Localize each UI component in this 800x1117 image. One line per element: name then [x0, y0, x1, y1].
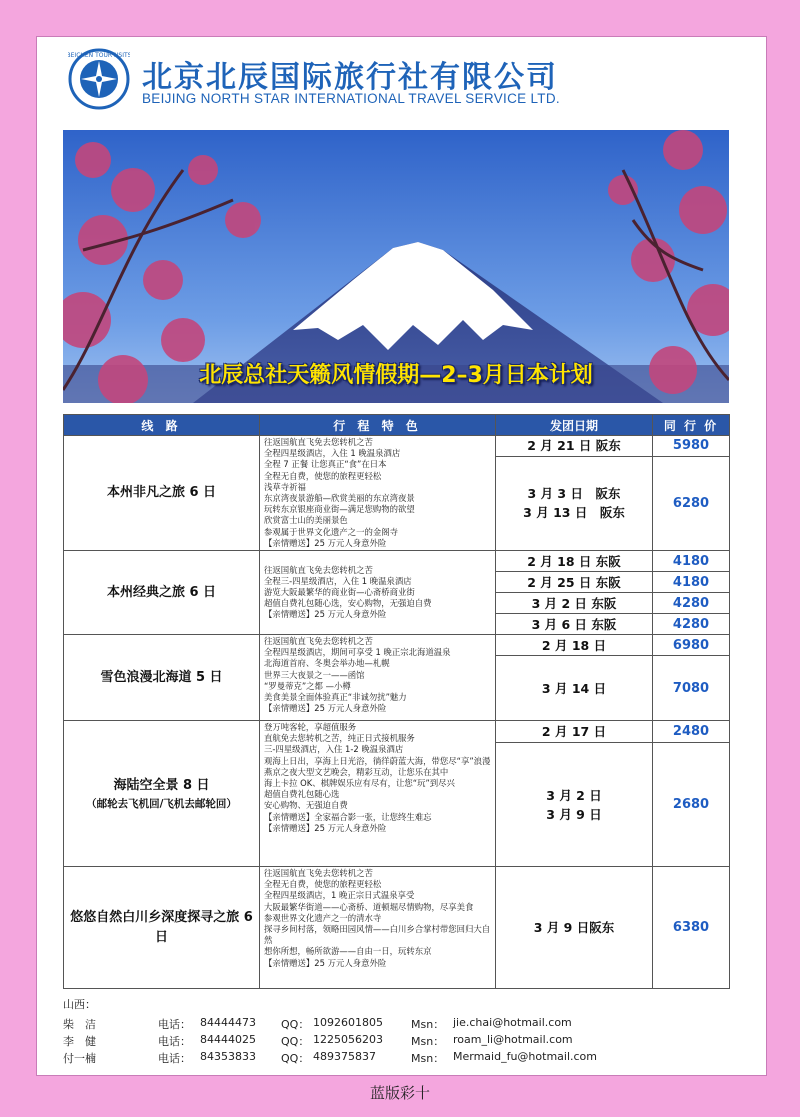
price: 6980 [653, 635, 730, 656]
company-logo [68, 48, 130, 110]
promo-banner: 北辰总社天籁风情假期—2–3月日本计划 [199, 363, 593, 388]
route-name: 悠悠自然白川乡深度探寻之旅 6 日 [70, 909, 253, 945]
feature-line: 往返国航直飞免去您转机之苦 [264, 437, 373, 447]
route-cell [64, 635, 260, 721]
feature-line: 探寻乡间村落，领略田园风情——白川乡合掌村带您回归大自然 [264, 924, 491, 946]
feature-line: 全程四星级酒店，期间可享受 1 晚正宗北海道温泉 [264, 647, 451, 658]
table-row [64, 635, 730, 656]
feature-line: 【亲情赠送】25 万元人身意外险 [264, 703, 387, 714]
table-row [64, 436, 730, 457]
price: 6280 [653, 456, 730, 551]
feature-line: 【亲情赠送】25 万元人身意外险 [264, 822, 387, 833]
features-cell [260, 635, 496, 721]
contact-name: 柴 洁 [63, 1018, 96, 1031]
feature-line: 玩转东京银座商业街—满足您购物的欲望 [264, 504, 415, 515]
departure-date: 2 月 21 日 阪东 [496, 436, 653, 457]
feature-line: 往返国航直飞免去您转机之苦 [264, 564, 373, 575]
price: 2680 [653, 743, 730, 867]
feature-line: 【亲情赠送】25 万元人身意外险 [264, 957, 387, 968]
contact-name: 付一楠 [63, 1052, 96, 1065]
contact-row [63, 1033, 729, 1049]
feature-line: 超值自费礼包随心选 [264, 789, 340, 800]
contact-phone: 84353833 [200, 1050, 256, 1063]
feature-line: 想你所想，畅所欲游——自由一日，玩转东京 [264, 946, 432, 957]
price: 4180 [653, 572, 730, 593]
contact-msn[interactable]: Mermaid_fu@hotmail.com [453, 1050, 597, 1063]
contact-phone: 84444473 [200, 1016, 256, 1029]
feature-line: 三-四星级酒店，入住 1-2 晚温泉酒店 [264, 744, 404, 755]
feature-line: 超值自费礼包随心选，安心购物，无强迫自费 [264, 598, 432, 609]
feature-line: 全程无自费，使您的旅程更轻松 [264, 879, 382, 890]
feature-line: 直航免去您转机之苦，纯正日式接机服务 [264, 733, 415, 744]
qq-label: QQ： [281, 1018, 310, 1031]
feature-line: 东京湾夜景游船—欣赏美丽的东京湾夜景 [264, 493, 415, 504]
features-cell [260, 721, 496, 867]
price: 2480 [653, 721, 730, 743]
route-cell [64, 867, 260, 989]
header-dates: 发团日期 [496, 415, 653, 436]
feature-line: 安心购物、无强迫自费 [264, 800, 348, 811]
features-cell [260, 436, 496, 551]
departure-date: 3 月 3 日 阪东 3 月 13 日 阪东 [496, 456, 653, 551]
contact-msn[interactable]: jie.chai@hotmail.com [453, 1016, 572, 1029]
route-name: 雪色浪漫北海道 5 日 [100, 669, 223, 685]
header-features: 行 程 特 色 [260, 415, 496, 436]
departure-date: 3 月 2 日 东阪 [496, 593, 653, 614]
page-footer: 蓝版彩十 [369, 1084, 430, 1102]
hero-image [63, 130, 729, 403]
departure-date: 2 月 18 日 [496, 635, 653, 656]
company-name-en: BEIJING NORTH STAR INTERNATIONAL TRAVEL SERVICE LTD. [142, 91, 560, 106]
contact-phone: 84444025 [200, 1033, 256, 1046]
feature-line: 往返国航直飞免去您转机之苦 [264, 868, 373, 879]
feature-line: 游览大阪最繁华的商业街—心斋桥商业街 [264, 586, 415, 597]
feature-line: 【亲情赠送】25 万元人身意外险 [264, 537, 387, 548]
feature-line: 燕京之夜大型文艺晚会，精彩互动，让您乐在其中 [264, 766, 449, 777]
price: 4180 [653, 551, 730, 572]
feature-line: “罗曼蒂克”之都 —小樽 [264, 680, 351, 691]
itinerary-table [63, 414, 730, 989]
price: 4280 [653, 593, 730, 614]
feature-line: 【亲情赠送】25 万元人身意外险 [264, 609, 387, 620]
feature-line: 全程无自费，使您的旅程更轻松 [264, 470, 382, 481]
feature-line: 欣赏富士山的美丽景色 [264, 515, 348, 526]
departure-date: 3 月 9 日阪东 [496, 867, 653, 989]
phone-label: 电话： [158, 1018, 191, 1031]
qq-label: QQ： [281, 1052, 310, 1065]
feature-line: 参观世界文化遗产之一的清水寺 [264, 912, 382, 923]
feature-line: 全程 7 正餐 让您真正“食”在日本 [264, 459, 387, 470]
departure-date: 2 月 25 日 东阪 [496, 572, 653, 593]
contact-qq: 1092601805 [313, 1016, 383, 1029]
features-cell [260, 551, 496, 635]
route-note: （邮轮去飞机回/飞机去邮轮回） [86, 797, 237, 810]
departure-date: 3 月 14 日 [496, 656, 653, 721]
phone-label: 电话： [158, 1035, 191, 1048]
feature-line: 【亲情赠送】全家福合影一张，让您终生难忘 [264, 811, 432, 822]
contact-msn[interactable]: roam_li@hotmail.com [453, 1033, 573, 1046]
feature-line: 全程四星级酒店，入住 1 晚温泉酒店 [264, 448, 401, 459]
table-row [64, 867, 730, 989]
contact-row [63, 1016, 729, 1032]
table-header-row [64, 415, 730, 436]
feature-line: 往返国航直飞免去您转机之苦 [264, 636, 373, 647]
departure-date: 3 月 6 日 东阪 [496, 614, 653, 635]
feature-line: 观海上日出，享海上日光浴，徜徉蔚蓝大海，带您尽“享”浪漫 [264, 755, 491, 766]
feature-line: 登万吨客轮，享超值服务 [264, 722, 357, 733]
feature-line: 大阪最繁华街道——心斋桥、道顿堀尽情购物，尽享美食 [264, 901, 474, 912]
header-route: 线 路 [64, 415, 260, 436]
price: 6380 [653, 867, 730, 989]
route-cell [64, 436, 260, 551]
phone-label: 电话： [158, 1052, 191, 1065]
qq-label: QQ： [281, 1035, 310, 1048]
logo-text: BEICHEN TOUR NSITS [68, 52, 130, 59]
feature-line: 北海道首府、冬奥会举办地—札幌 [264, 658, 390, 669]
price: 4280 [653, 614, 730, 635]
feature-line: 世界三大夜景之一——函馆 [264, 669, 365, 680]
header-price: 同 行 价 [653, 415, 730, 436]
table-row [64, 551, 730, 572]
contact-row [63, 1050, 729, 1066]
feature-line: 浅草寺祈福 [264, 481, 306, 492]
contact-name: 李 健 [63, 1035, 96, 1048]
feature-line: 海上卡拉 OK、棋牌娱乐应有尽有，让您“玩”到尽兴 [264, 778, 455, 789]
company-name-cn: 北京北辰国际旅行社有限公司 [142, 60, 558, 95]
features-cell [260, 867, 496, 989]
feature-line: 参观属于世界文化遗产之一的金阁寺 [264, 526, 398, 537]
msn-label: Msn： [411, 1052, 445, 1065]
feature-line: 全程四星级酒店，1 晚正宗日式温泉享受 [264, 890, 415, 901]
route-cell [64, 721, 260, 867]
route-cell [64, 551, 260, 635]
contact-region: 山西： [63, 998, 96, 1011]
price: 5980 [653, 436, 730, 457]
route-name: 海陆空全景 8 日 [113, 777, 210, 793]
msn-label: Msn： [411, 1018, 445, 1031]
table-row [64, 721, 730, 743]
price: 7080 [653, 656, 730, 721]
route-name: 本州经典之旅 6 日 [106, 584, 217, 600]
feature-line: 全程三-四星级酒店，入住 1 晚温泉酒店 [264, 575, 412, 586]
route-name: 本州非凡之旅 6 日 [106, 485, 217, 501]
contact-qq: 489375837 [313, 1050, 376, 1063]
departure-date: 2 月 18 日 东阪 [496, 551, 653, 572]
msn-label: Msn： [411, 1035, 445, 1048]
contact-qq: 1225056203 [313, 1033, 383, 1046]
departure-date: 2 月 17 日 [496, 721, 653, 743]
departure-date: 3 月 2 日 3 月 9 日 [496, 743, 653, 867]
feature-line: 美食美景全面体验真正“非诚勿扰”魅力 [264, 692, 407, 703]
